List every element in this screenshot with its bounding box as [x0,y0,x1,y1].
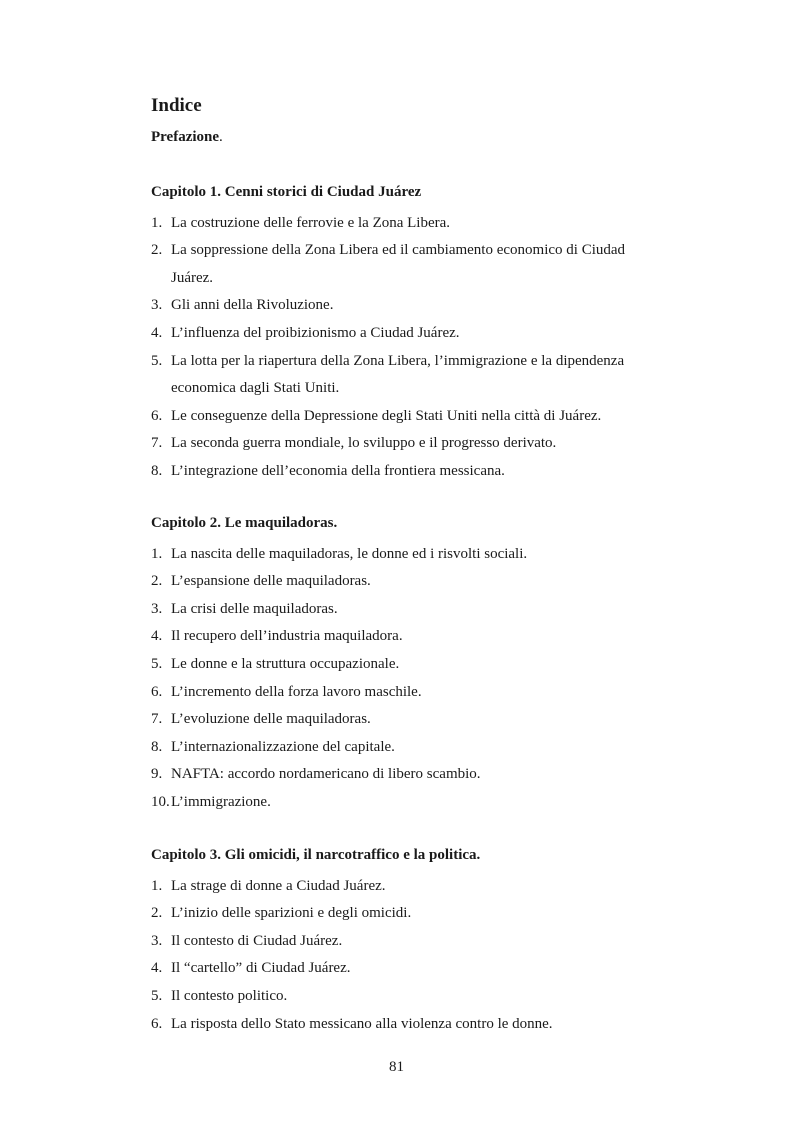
list-item [151,679,671,707]
item-number: 1. [151,214,163,231]
list-item [151,430,671,458]
page-number: 81 [389,1059,404,1075]
list-item [151,761,671,789]
list-item [151,734,671,762]
item-text: La strage di donne a Ciudad Juárez. [171,877,386,894]
list-item [151,292,671,320]
chapter-3-section [151,845,671,1038]
item-number: 2. [151,905,163,922]
preface-entry [151,127,223,147]
item-number: 3. [151,600,163,617]
item-text: L’inizio delle sparizioni e degli omicidi. [171,905,412,922]
item-number: 6. [151,407,163,424]
item-number: 5. [151,655,163,672]
item-text: La risposta dello Stato messicano alla violenza contro le donne. [171,1015,553,1032]
item-number: 7. [151,711,163,728]
item-text: L’immigrazione. [171,793,271,810]
chapter-2-title: Capitolo 2. Le maquiladoras. [151,515,338,531]
item-number: 5. [151,987,163,1004]
item-text: L’internazionalizzazione del capitale. [171,738,395,755]
list-item [151,348,671,403]
preface-suffix: . [219,129,223,145]
list-item [151,541,671,569]
item-text: La seconda guerra mondiale, lo sviluppo e il progresso derivato. [171,435,557,452]
item-number: 4. [151,324,163,341]
list-item [151,458,671,486]
item-text: L’incremento della forza lavoro maschile. [171,683,422,700]
item-text: Il contesto di Ciudad Juárez. [171,932,343,949]
list-item [151,403,671,431]
item-number: 9. [151,766,163,783]
item-text: NAFTA: accordo nordamericano di libero scambio. [171,766,481,783]
item-text: Le donne e la struttura occupazionale. [171,655,400,672]
list-item [151,623,671,651]
item-number: 7. [151,435,163,452]
chapter-2-section [151,513,671,817]
item-text: L’espansione delle maquiladoras. [171,573,371,590]
item-number: 3. [151,932,163,949]
chapter-2-items [151,541,671,817]
item-text: La nascita delle maquiladoras, le donne ed i risvolti sociali. [171,545,528,562]
chapter-1-section [151,182,671,486]
list-item [151,210,671,238]
list-item [151,706,671,734]
list-item [151,873,671,901]
item-number: 1. [151,545,163,562]
list-item [151,1011,671,1039]
item-text: La costruzione delle ferrovie e la Zona Libera. [171,214,451,231]
item-number: 2. [151,573,163,590]
item-text: Il “cartello” di Ciudad Juárez. [171,960,351,977]
list-item [151,955,671,983]
item-number: 4. [151,960,163,977]
chapter-1-items [151,210,671,486]
item-number: 1. [151,877,163,894]
chapter-3-title: Capitolo 3. Gli omicidi, il narcotraffico e la politica. [151,847,481,863]
chapter-3-items [151,873,671,1039]
item-number: 6. [151,683,163,700]
item-text: L’influenza del proibizionismo a Ciudad Juárez. [171,324,460,341]
list-item [151,596,671,624]
list-item [151,789,671,817]
item-number: 5. [151,352,163,369]
item-number: 8. [151,462,163,479]
item-text: La crisi delle maquiladoras. [171,600,338,617]
item-number: 3. [151,297,163,314]
item-text: L’evoluzione delle maquiladoras. [171,711,371,728]
list-item [151,237,671,292]
item-number: 4. [151,628,163,645]
preface-label: Prefazione [151,129,220,145]
item-text: Le conseguenze della Depressione degli Stati Uniti nella città di Juárez. [171,407,602,424]
list-item [151,900,671,928]
item-number: 8. [151,738,163,755]
toc-title: Indice [151,95,202,116]
item-text: Gli anni della Rivoluzione. [171,297,334,314]
item-text: Il recupero dell’industria maquiladora. [171,628,403,645]
list-item [151,568,671,596]
item-text: L’integrazione dell’economia della frontiera messicana. [171,462,505,479]
item-number: 10. [151,793,170,810]
item-text: La soppressione della Zona Libera ed il cambiamento economico di Ciudad Juárez. [171,242,633,286]
list-item [151,928,671,956]
list-item [151,983,671,1011]
item-text: Il contesto politico. [171,987,288,1004]
item-number: 6. [151,1015,163,1032]
item-number: 2. [151,242,163,259]
item-text: La lotta per la riapertura della Zona Libera, l’immigrazione e la dipendenza economica dagli Stati Uniti. [171,352,632,397]
list-item [151,320,671,348]
chapter-1-title: Capitolo 1. Cenni storici di Ciudad Juárez [151,184,422,200]
list-item [151,651,671,679]
